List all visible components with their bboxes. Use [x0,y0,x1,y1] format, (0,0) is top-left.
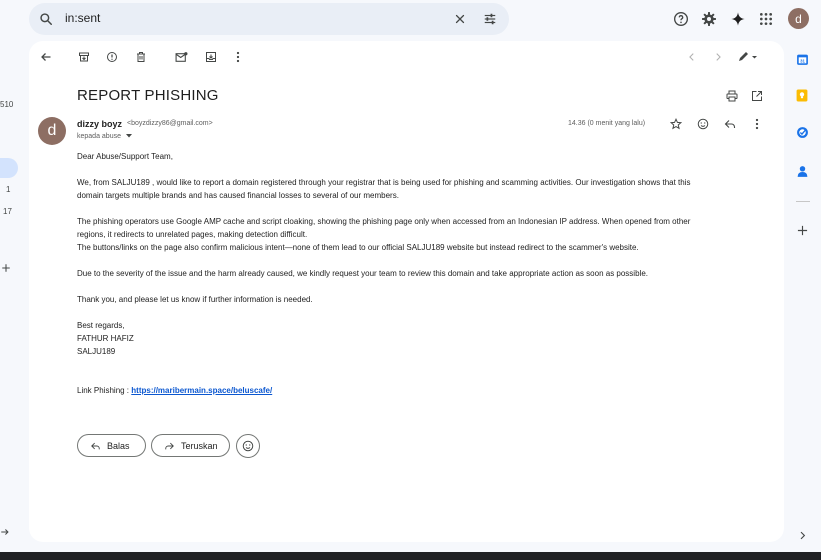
taskbar-strip [0,552,821,560]
apps-grid-icon[interactable] [757,10,775,28]
search-bar[interactable] [29,3,509,35]
smiley-icon [242,440,254,452]
reply-button-label: Balas [107,440,130,451]
clear-search-icon[interactable] [452,11,468,27]
signature-name: FATHUR HAFIZ [77,334,134,343]
keep-icon[interactable] [795,88,809,102]
message-more-icon[interactable] [750,117,764,131]
svg-text:31: 31 [799,57,805,63]
add-addon-icon[interactable] [795,223,809,237]
tasks-icon[interactable] [795,125,809,139]
emoji-react-button[interactable] [236,434,260,458]
left-rail-count: 510 [0,100,14,109]
account-avatar[interactable]: d [788,8,809,29]
open-new-window-icon[interactable] [749,88,765,104]
chevron-right-icon[interactable] [710,49,726,65]
more-vert-icon[interactable] [230,49,246,65]
body-paragraph-2-line-2: regions, it redirects to unrelated pages, making detection difficult. [77,230,308,239]
add-reaction-icon[interactable] [696,117,710,131]
expand-side-panel-icon[interactable] [796,529,808,541]
reply-arrow-icon [90,441,101,451]
left-rail-count: 17 [3,207,12,216]
search-options-icon[interactable] [482,11,498,27]
body-paragraph-3: Due to the severity of the issue and the harm already caused, we kindly request your team to review this domain and take appropriate action as soon as possible. [77,269,648,278]
recipient-text: kepada abuse [77,133,121,140]
chevron-left-icon[interactable] [684,49,700,65]
sender-name[interactable]: dizzy boyz [77,119,123,129]
back-arrow-icon[interactable] [38,49,54,65]
recipient-line[interactable] [77,133,132,140]
sender-email: <boyzdizzy86@gmail.com> [127,120,213,127]
expand-arrow-icon[interactable] [0,527,10,537]
left-rail-selected[interactable] [0,158,18,178]
phishing-link[interactable]: https://maribermain.space/beluscafe/ [131,386,273,395]
caret-down-icon[interactable] [126,134,132,138]
archive-icon[interactable] [76,49,92,65]
report-spam-icon[interactable] [104,49,120,65]
reply-button[interactable] [77,434,146,457]
mark-unread-icon[interactable] [173,49,189,65]
sender-avatar: d [38,117,66,145]
signature-closing: Best regards, [77,321,125,330]
body-greeting: Dear Abuse/Support Team, [77,152,173,161]
email-timestamp: 14.36 (0 menit yang lalu) [568,120,646,127]
snooze-move-icon[interactable] [203,49,219,65]
calendar-icon[interactable] [795,52,809,66]
input-tools-pen-icon[interactable] [735,49,761,65]
body-paragraph-4: Thank you, and please let us know if further information is needed. [77,295,313,304]
body-paragraph-2-line-1: The phishing operators use Google AMP cache and script cloaking, showing the phishing page only when accessed from an Indonesian IP address. When opened from other [77,217,691,226]
body-paragraph-1-line-2: domain targets multiple brands and has caused financial losses to several of our members. [77,191,399,200]
search-input[interactable]: in:sent [65,11,101,25]
body-paragraph-1-line-1: We, from SALJU189 , would like to report a domain registered through your registrar that is being used for phishing and scamming activities. Our investigation shows that this [77,178,691,187]
search-icon[interactable] [38,11,54,27]
phishing-link-label: Link Phishing : [77,386,132,395]
phishing-link-line [77,384,272,397]
body-paragraph-2-line-3: The buttons/links on the page also confirm malicious intent—none of them lead to our official SALJU189 website but instead redirect to the scammer's website. [77,243,639,252]
forward-button-label: Teruskan [181,440,218,451]
signature-org: SALJU189 [77,347,116,356]
star-icon[interactable] [669,117,683,131]
delete-icon[interactable] [133,49,149,65]
add-label-icon[interactable] [0,262,12,274]
settings-gear-icon[interactable] [700,10,718,28]
forward-button[interactable] [151,434,230,457]
print-icon[interactable] [724,88,740,104]
forward-arrow-icon [164,441,175,451]
help-icon[interactable] [672,10,690,28]
email-subject: REPORT PHISHING [77,87,219,104]
rail-divider [796,201,810,202]
gemini-sparkle-icon[interactable] [729,10,747,28]
left-rail-count: 1 [6,185,11,194]
contacts-icon[interactable] [795,164,809,178]
reply-icon[interactable] [723,117,737,131]
